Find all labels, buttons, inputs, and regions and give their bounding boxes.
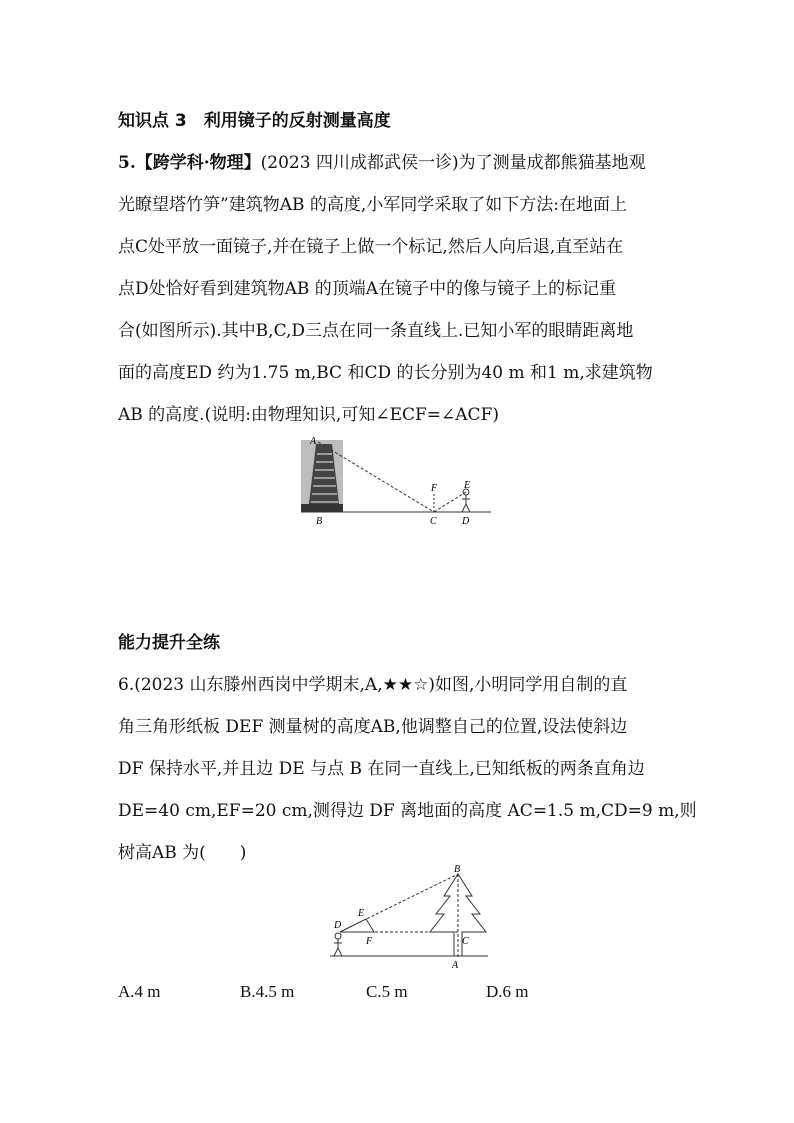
q5-figure	[296, 432, 496, 532]
q6-line-4: DE=40 cm,EF=20 cm,测得边 DF 离地面的高度 AC=1.5 m,CD=9 m,则	[118, 801, 697, 821]
label-F: F	[431, 483, 438, 494]
label-B: B	[316, 516, 323, 527]
ray-ce	[434, 492, 466, 512]
label-B: B	[454, 864, 461, 875]
q5-line-7: AB 的高度.(说明:由物理知识,可知∠ECF=∠ACF)	[118, 405, 499, 425]
q5-line-4: 点D处恰好看到建筑物AB 的顶端A在镜子中的像与镜子上的标记重	[118, 279, 617, 299]
q5-line-6: 面的高度ED 约为1.75 m,BC 和CD 的长分别为40 m 和1 m,求建筑物	[118, 363, 653, 383]
option-b[interactable]: B.4.5 m	[240, 982, 295, 1001]
label-F: F	[366, 936, 373, 947]
q5-line-3: 点C处平放一面镜子,并在镜子上做一个标记,然后人向后退,直至站在	[118, 237, 624, 257]
q5-tag: 【跨学科·物理】	[135, 153, 261, 173]
option-d[interactable]: D.6 m	[486, 982, 529, 1001]
q6-line-1: 6.(2023 山东滕州西岗中学期末,A,★★☆)如图,小明同学用自制的直	[118, 675, 628, 695]
q5-line-1-text: (2023 四川成都武侯一诊)为了测量成都熊猫基地观	[260, 153, 646, 173]
q5-line-2: 光瞭望塔竹笋”建筑物AB 的高度,小军同学采取了如下方法:在地面上	[118, 195, 627, 215]
option-c[interactable]: C.5 m	[366, 982, 408, 1001]
label-C: C	[462, 936, 469, 947]
label-E: E	[464, 480, 471, 491]
label-A: A	[310, 436, 317, 447]
person-figure	[334, 933, 342, 956]
q6-figure	[326, 862, 496, 972]
option-a[interactable]: A.4 m	[118, 982, 161, 1001]
q6-line-5: 树高AB 为( )	[118, 843, 247, 863]
label-C: C	[430, 516, 437, 527]
tower-image	[301, 440, 343, 512]
q5-line-5: 合(如图所示).其中B,C,D三点在同一条直线上.已知小军的眼睛距离地	[118, 321, 634, 341]
q5-number: 5.	[118, 153, 136, 173]
label-E: E	[358, 908, 365, 919]
triangle-def	[340, 919, 374, 932]
label-A: A	[452, 960, 459, 971]
label-D: D	[462, 516, 470, 527]
section-ability-heading: 能力提升全练	[118, 633, 220, 653]
q6-line-2: 角三角形纸板 DEF 测量树的高度AB,他调整自己的位置,设法使斜边	[118, 717, 628, 737]
label-D: D	[334, 920, 342, 931]
q5-line-1	[118, 148, 646, 173]
q6-line-3: DF 保持水平,并且边 DE 与点 B 在同一直线上,已知纸板的两条直角边	[118, 759, 645, 779]
section-3-heading: 知识点 3 利用镜子的反射测量高度	[118, 111, 391, 131]
